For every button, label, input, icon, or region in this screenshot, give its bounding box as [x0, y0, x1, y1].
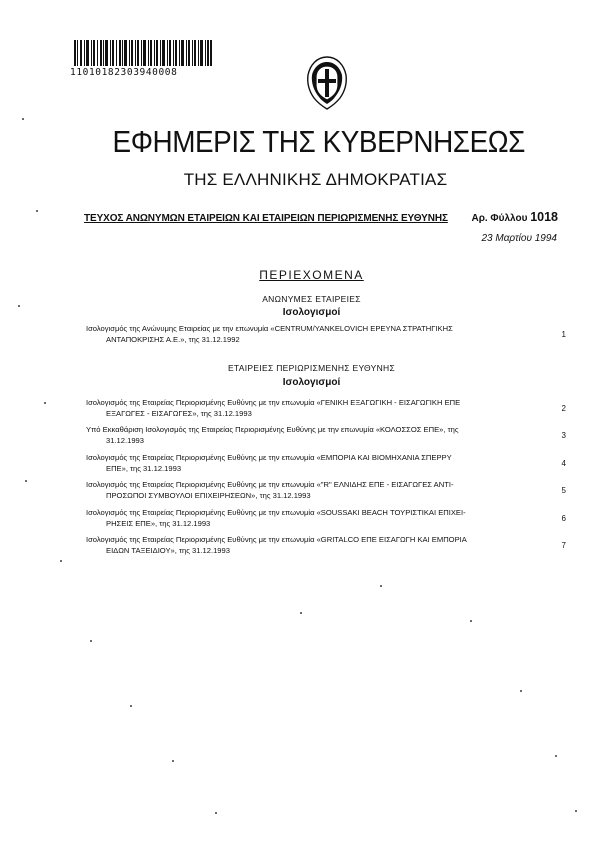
sheet-value: 1018 [530, 210, 558, 224]
toc-entry-number: 7 [561, 541, 566, 550]
toc-entry-line: ΕΞΑΓΩΓΕΣ - ΕΙΣΑΓΩΓΕΣ», της 31.12.1993 [106, 409, 252, 418]
toc-entry [86, 424, 566, 446]
toc-entry-line: Ισολογισμός της Ανώνυμης Εταιρείας με την επωνυμία «CENTRUM/YANKELOVICH ΕΡΕΥΝΑ ΣΤΡΑΤΗΓΙΚΗΣ [86, 324, 453, 333]
toc-entry [86, 534, 566, 556]
barcode [74, 40, 212, 66]
toc-entry-number: 3 [561, 431, 566, 440]
toc-entry-line: Ισολογισμός της Εταιρείας Περιορισμένης Ευθύνης με την επωνυμία «ΕΜΠΟΡΙΑ ΚΑΙ ΒΙΟΜΗΧΑΝΙΑ ΣΠΕΡΡΥ [86, 453, 452, 462]
sheet-number [471, 210, 558, 224]
masthead-subtitle: ΤΗΣ ΕΛΛΗΝΙΚΗΣ ΔΗΜΟΚΡΑΤΙΑΣ [183, 170, 448, 189]
toc-entry-line: Ισολογισμός της Εταιρείας Περιορισμένης Ευθύνης με την επωνυμία «SOUSSAKI BEACH ΤΟΥΡΙΣΤΙΚΑΙ ΕΠΙΧΕΙ- [86, 508, 466, 517]
toc-entry [86, 397, 566, 419]
scan-speck [555, 755, 557, 757]
scan-speck [44, 402, 46, 404]
scan-speck [575, 810, 577, 812]
toc-entry-number: 1 [561, 330, 566, 339]
issue-line [84, 210, 564, 224]
scan-speck [470, 620, 472, 622]
toc-entry-line: Ισολογισμός της Εταιρείας Περιορισμένης Ευθύνης με την επωνυμία «GRITALCO ΕΠΕ ΕΙΣΑΓΩΓΗ ΚΑΙ ΕΜΠΟΡΙΑ [86, 535, 467, 544]
barcode-number: 11010182303940008 [70, 67, 178, 78]
toc-entry-line: ΕΠΕ», της 31.12.1993 [106, 464, 182, 473]
scan-speck [520, 690, 522, 692]
issue-label: ΤΕΥΧΟΣ ΑΝΩΝΥΜΩΝ ΕΤΑΙΡΕΙΩΝ ΚΑΙ ΕΤΑΙΡΕΙΩΝ ΠΕΡΙΩΡΙΣΜΕΝΗΣ ΕΥΘΥΝΗΣ [84, 213, 448, 224]
scan-speck [22, 118, 24, 120]
sheet-prefix: Αρ. Φύλλου [471, 213, 528, 224]
toc-entry-number: 5 [561, 486, 566, 495]
scan-speck [36, 210, 38, 212]
scan-speck [380, 585, 382, 587]
toc-entry [86, 479, 566, 501]
toc-entry-line: ΑΝΤΑΠΟΚΡΙΣΗΣ Α.Ε.», της 31.12.1992 [106, 335, 240, 344]
scan-speck [90, 640, 92, 642]
masthead-title: ΕΦΗΜΕΡΙΣ ΤΗΣ ΚΥΒΕΡΝΗΣΕΩΣ [112, 124, 525, 159]
scan-speck [60, 560, 62, 562]
toc-entry [86, 507, 566, 529]
toc-entry-line: Ισολογισμός της Εταιρείας Περιορισμένης Ευθύνης με την επωνυμία «ΓΕΝΙΚΗ ΕΞΑΓΩΓΙΚΗ - ΕΙΣΑΓΩΓΙΚΗ ΕΠΕ [86, 398, 461, 407]
issue-date: 23 Μαρτίου 1994 [481, 233, 557, 244]
toc-entry [86, 323, 566, 345]
toc-entry-number: 6 [561, 514, 566, 523]
toc-entry-number: 2 [561, 404, 566, 413]
toc-entry-line: Υπό Εκκαθάριση Ισολογισμός της Εταιρείας Περιορισμένης Ευθύνης με την επωνυμία «ΚΟΛΟΣΣΟΣ ΕΠΕ», της [86, 425, 459, 434]
scan-speck [18, 305, 20, 307]
section-heading-epe: ΕΤΑΙΡΕΙΕΣ ΠΕΡΙΩΡΙΣΜΕΝΗΣ ΕΥΘΥΝΗΣ [227, 363, 396, 373]
section-subheading-epe: Ισολογισμοί [282, 377, 341, 388]
toc-entry-line: Ισολογισμός της Εταιρείας Περιορισμένης Ευθύνης με την επωνυμία «"R" ΕΛΝΙΔΗΣ ΕΠΕ - ΕΙΣΑΓΩΓΕΣ ΑΝΤΙ- [86, 480, 454, 489]
scan-speck [130, 705, 132, 707]
scan-speck [25, 480, 27, 482]
toc-entry [86, 452, 566, 474]
scan-speck [172, 760, 174, 762]
toc-entry-line: 31.12.1993 [106, 436, 145, 445]
toc-title: ΠΕΡΙΕΧΟΜΕΝΑ [259, 268, 364, 282]
toc-entry-line: ΠΡΟΣΩΠΟΙ ΣΥΜΒΟΥΛΟΙ ΕΠΙΧΕΙΡΗΣΕΩΝ», της 31.12.1993 [106, 491, 311, 500]
toc-entry-line: ΡΗΣΕΙΣ ΕΠΕ», της 31.12.1993 [106, 519, 211, 528]
section-subheading-ae: Ισολογισμοί [282, 307, 341, 318]
coat-of-arms-icon [302, 55, 352, 111]
section-heading-ae: ΑΝΩΝΥΜΕΣ ΕΤΑΙΡΕΙΕΣ [262, 294, 361, 304]
scan-speck [300, 612, 302, 614]
toc-entry-number: 4 [561, 459, 566, 468]
toc-entry-line: ΕΙΔΩΝ ΤΑΞΕΙΔΙΟΥ», της 31.12.1993 [106, 546, 230, 555]
scan-speck [215, 812, 217, 814]
